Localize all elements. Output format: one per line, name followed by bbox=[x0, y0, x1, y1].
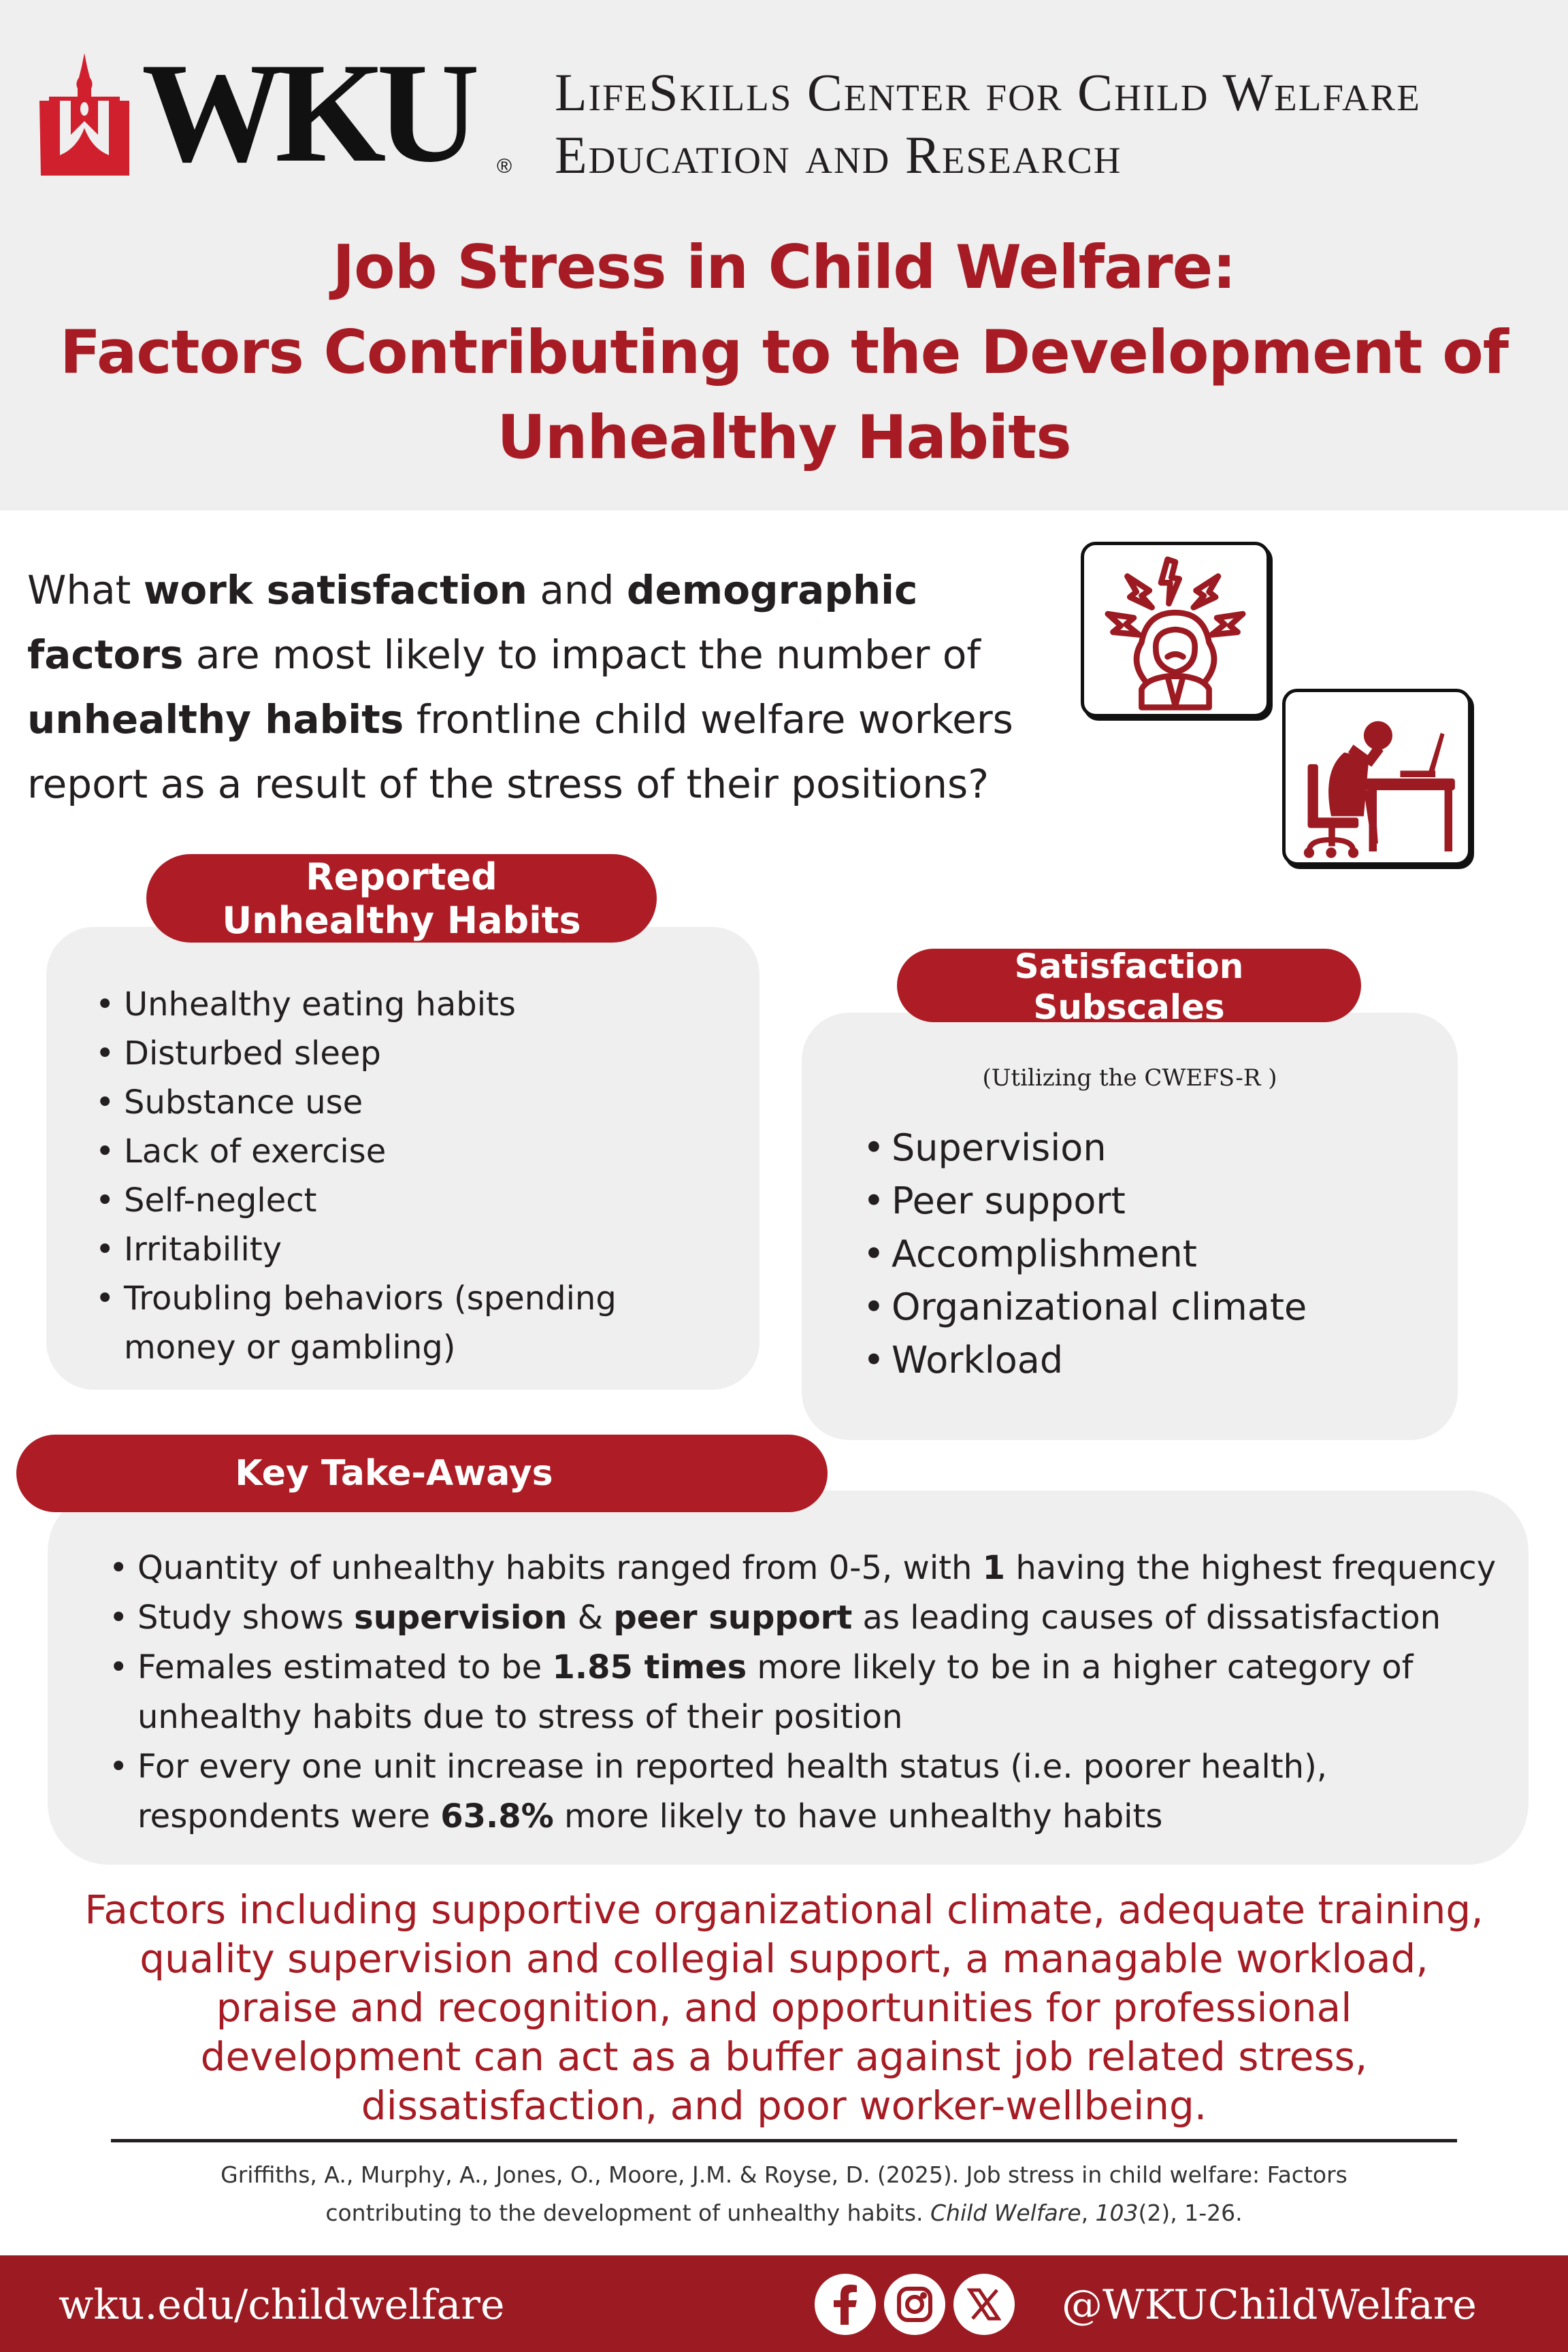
divider bbox=[111, 2139, 1457, 2142]
list-item: • Irritability bbox=[95, 1225, 674, 1274]
question-emphasis: unhealthy habits bbox=[27, 696, 404, 742]
list-item: • Accomplishment bbox=[863, 1228, 1421, 1281]
question-text: are most likely to impact the number of bbox=[183, 632, 981, 678]
takeaway-text: more likely to be in a higher category of unhealthy habits due to stress of their position bbox=[137, 1648, 1414, 1736]
registered-mark: ® bbox=[497, 155, 512, 178]
conclusion-line: Factors including supportive organizational climate, adequate training, bbox=[84, 1886, 1484, 1933]
list-item: • Lack of exercise bbox=[95, 1127, 674, 1176]
title-line2: Factors Contributing to the Development of bbox=[60, 317, 1508, 387]
takeaways-heading bbox=[16, 1435, 828, 1512]
center-name-line2: Education and Research bbox=[555, 125, 1122, 184]
list-item bbox=[109, 1544, 1518, 1593]
subscales-heading-line2: Subscales bbox=[1033, 987, 1225, 1027]
x-icon[interactable] bbox=[953, 2274, 1015, 2335]
title-line3: Unhealthy Habits bbox=[497, 402, 1071, 472]
takeaway-text: more likely to have unhealthy habits bbox=[553, 1797, 1163, 1835]
takeaway-text: For every one unit increase in reported health status (i.e. poorer health), respondents were bbox=[137, 1748, 1328, 1835]
question-text: and bbox=[527, 567, 627, 613]
title-line1: Job Stress in Child Welfare: bbox=[332, 232, 1236, 302]
citation-line2 bbox=[95, 2194, 1473, 2232]
exhausted-worker-at-desk-icon bbox=[1282, 689, 1471, 866]
list-item: • Self-neglect bbox=[95, 1176, 674, 1225]
conclusion-line: praise and recognition, and opportunities for professional bbox=[216, 1984, 1352, 2031]
takeaway-emphasis: 1.85 times bbox=[552, 1648, 747, 1686]
takeaway-text: Study shows bbox=[137, 1599, 355, 1637]
subscales-heading bbox=[897, 947, 1361, 1027]
takeaway-text: & bbox=[567, 1599, 614, 1637]
list-item: • Organizational climate bbox=[863, 1281, 1421, 1334]
stressed-woman-icon bbox=[1081, 542, 1270, 717]
citation-volume: 103 bbox=[1095, 2200, 1139, 2226]
question-emphasis: work satisfaction bbox=[143, 567, 527, 613]
facebook-icon[interactable] bbox=[815, 2274, 876, 2335]
header-band bbox=[0, 0, 1568, 510]
conclusion-line: quality supervision and collegial support, a managable workload, bbox=[140, 1936, 1428, 1982]
website-link[interactable]: wku.edu/childwelfare bbox=[59, 2281, 505, 2329]
question-text: frontline child welfare workers report as a result of the stress of their positions? bbox=[27, 696, 1013, 807]
takeaways-heading-label: Key Take-Aways bbox=[235, 1453, 553, 1494]
center-name bbox=[555, 61, 1421, 186]
habits-heading bbox=[146, 854, 657, 943]
list-item: • Substance use bbox=[95, 1078, 674, 1127]
list-item: • Troubling behaviors (spending money or gambling) bbox=[95, 1274, 674, 1372]
takeaway-emphasis: 63.8% bbox=[440, 1797, 554, 1835]
subscales-note: (Utilizing the CWEFS-R ) bbox=[982, 1064, 1277, 1092]
habits-heading-line2: Unhealthy Habits bbox=[222, 899, 581, 942]
question-emphasis: demographic factors bbox=[27, 567, 918, 678]
citation-journal: Child Welfare bbox=[930, 2200, 1081, 2226]
subscales-heading-line1: Satisfaction bbox=[1014, 947, 1244, 986]
list-item: • Supervision bbox=[863, 1122, 1421, 1175]
list-item bbox=[109, 1593, 1518, 1643]
list-item: • Workload bbox=[863, 1334, 1421, 1387]
wku-logo bbox=[39, 34, 516, 192]
takeaway-emphasis: 1 bbox=[982, 1549, 1006, 1587]
list-item: • Disturbed sleep bbox=[95, 1029, 674, 1078]
question-text: What bbox=[27, 567, 144, 613]
takeaways-list bbox=[109, 1544, 1518, 1842]
center-name-line1: LifeSkills Center for Child Welfare bbox=[555, 63, 1421, 122]
habits-heading-line1: Reported bbox=[306, 855, 497, 898]
research-question bbox=[27, 558, 1034, 817]
takeaway-text: as leading causes of dissatisfaction bbox=[852, 1599, 1441, 1637]
social-icons bbox=[815, 2274, 1015, 2335]
list-item: • Peer support bbox=[863, 1175, 1421, 1228]
conclusion-line: dissatisfaction, and poor worker-wellbeing. bbox=[361, 2082, 1207, 2129]
social-handle[interactable]: @WKUChildWelfare bbox=[1062, 2281, 1477, 2329]
citation bbox=[95, 2156, 1473, 2232]
takeaway-text: Females estimated to be bbox=[137, 1648, 553, 1686]
wku-wordmark: WKU bbox=[142, 34, 470, 192]
takeaway-text: having the highest frequency bbox=[1005, 1549, 1497, 1587]
takeaway-emphasis: supervision bbox=[354, 1599, 568, 1637]
list-item bbox=[109, 1643, 1518, 1742]
footer bbox=[0, 2255, 1568, 2352]
list-item: • Unhealthy eating habits bbox=[95, 980, 674, 1029]
conclusion-line: development can act as a buffer against job related stress, bbox=[200, 2034, 1368, 2080]
habits-list bbox=[95, 980, 674, 1372]
takeaway-text: Quantity of unhealthy habits ranged from 0-5, with bbox=[137, 1549, 983, 1587]
instagram-icon[interactable] bbox=[884, 2274, 945, 2335]
citation-line1: Griffiths, A., Murphy, A., Jones, O., Moore, J.M. & Royse, D. (2025). Job stress in child welfare: Factors bbox=[220, 2161, 1348, 2188]
list-item bbox=[109, 1742, 1518, 1842]
subscales-list bbox=[863, 1122, 1421, 1387]
citation-text: , bbox=[1081, 2200, 1096, 2226]
takeaway-emphasis: peer support bbox=[613, 1599, 853, 1637]
page-title bbox=[0, 225, 1568, 480]
conclusion-statement bbox=[41, 1885, 1527, 2130]
citation-text: contributing to the development of unhealthy habits. bbox=[325, 2200, 931, 2226]
citation-text: (2), 1-26. bbox=[1138, 2200, 1243, 2226]
